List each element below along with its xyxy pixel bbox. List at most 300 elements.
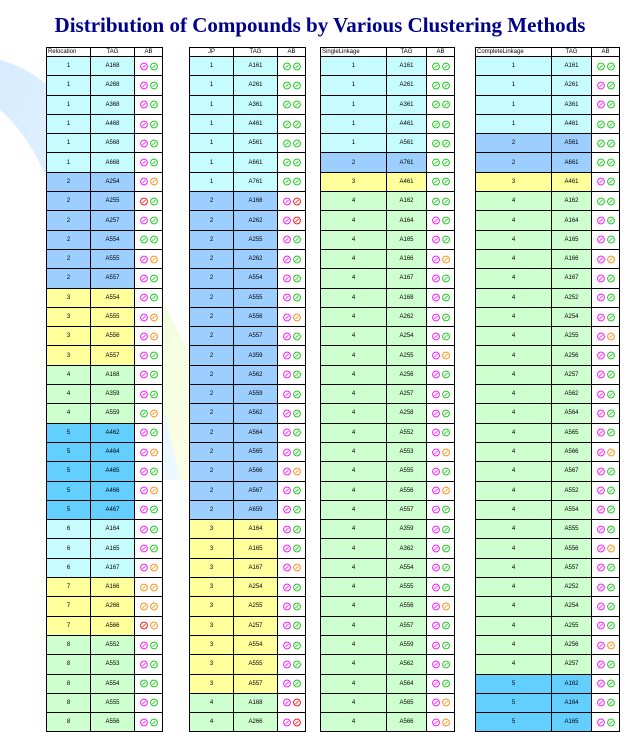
tag-cell: A565 xyxy=(387,693,427,712)
column-header-ab: AB xyxy=(278,48,306,57)
column-header-tag: TAG xyxy=(552,48,592,57)
ab-cell xyxy=(427,385,455,404)
tag-cell: A461 xyxy=(387,172,427,191)
cluster-cell: 4 xyxy=(476,616,552,635)
ab-pair-icon xyxy=(431,351,451,360)
ab-cell xyxy=(135,211,163,230)
tag-cell: A566 xyxy=(387,713,427,732)
cluster-cell: 1 xyxy=(476,95,552,114)
table-row xyxy=(321,713,455,732)
table-row xyxy=(47,269,163,288)
table-row xyxy=(190,616,306,635)
tag-cell: A167 xyxy=(234,558,278,577)
ab-pair-icon xyxy=(431,332,451,341)
cluster-cell: 3 xyxy=(190,655,234,674)
ab-cell xyxy=(427,713,455,732)
ab-cell xyxy=(278,674,306,693)
tag-cell: A262 xyxy=(234,249,278,268)
tag-cell: A359 xyxy=(91,385,135,404)
cluster-cell: 3 xyxy=(190,635,234,654)
tag-cell: A761 xyxy=(387,153,427,172)
column-header-ab: AB xyxy=(135,48,163,57)
cluster-cell: 2 xyxy=(47,230,91,249)
table-relocation xyxy=(46,47,163,732)
table-row xyxy=(476,713,620,732)
ab-pair-icon xyxy=(596,428,616,437)
ab-cell xyxy=(135,153,163,172)
ab-cell xyxy=(592,385,620,404)
cluster-cell: 2 xyxy=(190,385,234,404)
table-row xyxy=(190,520,306,539)
cluster-cell: 7 xyxy=(47,578,91,597)
ab-pair-icon xyxy=(282,313,302,322)
ab-cell xyxy=(135,423,163,442)
cluster-cell: 4 xyxy=(321,539,387,558)
tag-cell: A561 xyxy=(234,134,278,153)
tag-cell: A554 xyxy=(91,674,135,693)
ab-cell xyxy=(427,520,455,539)
ab-cell xyxy=(592,423,620,442)
table-row xyxy=(190,95,306,114)
tag-cell: A556 xyxy=(387,481,427,500)
cluster-cell: 2 xyxy=(190,462,234,481)
table-row xyxy=(321,288,455,307)
cluster-cell: 1 xyxy=(190,153,234,172)
ab-cell xyxy=(135,558,163,577)
tag-cell: A167 xyxy=(91,558,135,577)
ab-cell xyxy=(592,57,620,76)
cluster-cell: 3 xyxy=(321,172,387,191)
ab-pair-icon xyxy=(596,583,616,592)
cluster-cell: 1 xyxy=(321,76,387,95)
cluster-cell: 2 xyxy=(47,249,91,268)
cluster-cell: 4 xyxy=(321,616,387,635)
cluster-cell: 1 xyxy=(190,76,234,95)
cluster-cell: 4 xyxy=(321,269,387,288)
table-row xyxy=(190,462,306,481)
cluster-cell: 3 xyxy=(190,578,234,597)
ab-pair-icon xyxy=(596,679,616,688)
cluster-cell: 1 xyxy=(190,114,234,133)
cluster-cell: 8 xyxy=(47,635,91,654)
table-row xyxy=(476,269,620,288)
ab-cell xyxy=(135,481,163,500)
table-row xyxy=(190,192,306,211)
ab-pair-icon xyxy=(596,216,616,225)
table-row xyxy=(47,674,163,693)
tag-cell: A562 xyxy=(234,365,278,384)
ab-pair-icon xyxy=(282,698,302,707)
ab-cell xyxy=(135,269,163,288)
ab-cell xyxy=(278,346,306,365)
cluster-cell: 2 xyxy=(190,500,234,519)
tag-cell: A761 xyxy=(234,172,278,191)
tag-cell: A161 xyxy=(234,57,278,76)
tag-cell: A161 xyxy=(552,57,592,76)
ab-cell xyxy=(135,76,163,95)
tag-cell: A261 xyxy=(234,76,278,95)
cluster-cell: 4 xyxy=(476,558,552,577)
tag-cell: A557 xyxy=(234,327,278,346)
ab-pair-icon xyxy=(139,120,159,129)
cluster-cell: 4 xyxy=(321,597,387,616)
tag-cell: A165 xyxy=(552,230,592,249)
tag-cell: A168 xyxy=(91,365,135,384)
ab-pair-icon xyxy=(282,641,302,650)
ab-cell xyxy=(592,481,620,500)
ab-pair-icon xyxy=(596,255,616,264)
ab-pair-icon xyxy=(282,679,302,688)
ab-cell xyxy=(427,481,455,500)
cluster-cell: 4 xyxy=(476,307,552,326)
table-row xyxy=(47,616,163,635)
table-row xyxy=(47,230,163,249)
ab-cell xyxy=(135,95,163,114)
ab-pair-icon xyxy=(431,505,451,514)
ab-cell xyxy=(592,249,620,268)
ab-cell xyxy=(427,327,455,346)
ab-pair-icon xyxy=(139,139,159,148)
table-row xyxy=(321,269,455,288)
ab-pair-icon xyxy=(139,370,159,379)
ab-pair-icon xyxy=(282,274,302,283)
tag-cell: A565 xyxy=(552,423,592,442)
table-row xyxy=(47,95,163,114)
table-row xyxy=(321,192,455,211)
ab-pair-icon xyxy=(282,100,302,109)
table-row xyxy=(47,597,163,616)
column-header-tag: TAG xyxy=(387,48,427,57)
tag-cell: A567 xyxy=(234,481,278,500)
ab-cell xyxy=(278,76,306,95)
ab-cell xyxy=(427,500,455,519)
cluster-cell: 3 xyxy=(47,307,91,326)
tag-cell: A168 xyxy=(91,57,135,76)
table-row xyxy=(47,423,163,442)
tag-cell: A255 xyxy=(552,616,592,635)
ab-cell xyxy=(427,211,455,230)
tag-cell: A359 xyxy=(387,520,427,539)
ab-cell xyxy=(592,693,620,712)
table-row xyxy=(321,520,455,539)
tag-cell: A556 xyxy=(91,713,135,732)
table-row xyxy=(190,114,306,133)
tag-cell: A552 xyxy=(387,423,427,442)
tag-cell: A554 xyxy=(552,500,592,519)
ab-cell xyxy=(278,134,306,153)
table-row xyxy=(476,674,620,693)
table-row xyxy=(476,693,620,712)
cluster-cell: 1 xyxy=(47,57,91,76)
ab-pair-icon xyxy=(596,660,616,669)
table-row xyxy=(476,211,620,230)
ab-cell xyxy=(278,655,306,674)
tag-cell: A559 xyxy=(91,404,135,423)
ab-pair-icon xyxy=(431,81,451,90)
ab-cell xyxy=(278,249,306,268)
cluster-cell: 4 xyxy=(476,520,552,539)
table-row xyxy=(476,442,620,461)
cluster-cell: 4 xyxy=(321,385,387,404)
cluster-cell: 7 xyxy=(47,597,91,616)
ab-cell xyxy=(135,520,163,539)
table-row xyxy=(321,76,455,95)
table-row xyxy=(476,76,620,95)
table-row xyxy=(321,674,455,693)
column-header-tag: TAG xyxy=(91,48,135,57)
tag-cell: A362 xyxy=(387,539,427,558)
cluster-cell: 4 xyxy=(476,539,552,558)
table-row xyxy=(476,655,620,674)
ab-pair-icon xyxy=(596,81,616,90)
tag-cell: A266 xyxy=(234,713,278,732)
ab-cell xyxy=(592,76,620,95)
tag-cell: A557 xyxy=(552,558,592,577)
tag-cell: A554 xyxy=(234,269,278,288)
tag-cell: A562 xyxy=(552,385,592,404)
ab-pair-icon xyxy=(431,602,451,611)
table-row xyxy=(321,346,455,365)
cluster-cell: 5 xyxy=(47,481,91,500)
table-row xyxy=(190,365,306,384)
ab-cell xyxy=(427,404,455,423)
table-row xyxy=(321,558,455,577)
ab-pair-icon xyxy=(596,448,616,457)
ab-pair-icon xyxy=(282,139,302,148)
tag-cell: A461 xyxy=(552,114,592,133)
tag-cell: A559 xyxy=(387,635,427,654)
tag-cell: A661 xyxy=(234,153,278,172)
table-row xyxy=(190,713,306,732)
tag-cell: A555 xyxy=(552,520,592,539)
tag-cell: A256 xyxy=(552,346,592,365)
table-row xyxy=(47,114,163,133)
ab-cell xyxy=(278,558,306,577)
ab-cell xyxy=(135,655,163,674)
cluster-cell: 2 xyxy=(47,172,91,191)
ab-pair-icon xyxy=(282,583,302,592)
ab-pair-icon xyxy=(596,100,616,109)
column-header-ab: AB xyxy=(592,48,620,57)
ab-pair-icon xyxy=(431,698,451,707)
table-row xyxy=(476,385,620,404)
tag-cell: A566 xyxy=(234,462,278,481)
ab-cell xyxy=(427,655,455,674)
ab-cell xyxy=(592,365,620,384)
cluster-cell: 8 xyxy=(47,674,91,693)
column-header-method: JP xyxy=(190,48,234,57)
table-row xyxy=(321,635,455,654)
tag-cell: A268 xyxy=(91,76,135,95)
tag-cell: A164 xyxy=(552,693,592,712)
table-row xyxy=(321,462,455,481)
tag-cell: A556 xyxy=(234,307,278,326)
tag-cell: A167 xyxy=(552,269,592,288)
tag-cell: A567 xyxy=(552,462,592,481)
ab-pair-icon xyxy=(431,544,451,553)
tag-cell: A162 xyxy=(552,192,592,211)
ab-pair-icon xyxy=(431,120,451,129)
ab-cell xyxy=(427,578,455,597)
table-row xyxy=(476,558,620,577)
table-row xyxy=(476,423,620,442)
ab-cell xyxy=(135,230,163,249)
table-row xyxy=(476,481,620,500)
table-row xyxy=(47,385,163,404)
table-row xyxy=(476,249,620,268)
ab-pair-icon xyxy=(596,409,616,418)
ab-pair-icon xyxy=(431,486,451,495)
ab-cell xyxy=(427,95,455,114)
table-row xyxy=(321,114,455,133)
ab-cell xyxy=(427,288,455,307)
tag-cell: A564 xyxy=(552,404,592,423)
table-row xyxy=(47,153,163,172)
ab-cell xyxy=(278,520,306,539)
ab-pair-icon xyxy=(139,81,159,90)
ab-pair-icon xyxy=(596,390,616,399)
ab-pair-icon xyxy=(139,486,159,495)
cluster-cell: 1 xyxy=(476,57,552,76)
tag-cell: A258 xyxy=(387,404,427,423)
ab-cell xyxy=(427,76,455,95)
cluster-cell: 2 xyxy=(190,230,234,249)
ab-cell xyxy=(278,153,306,172)
tag-cell: A254 xyxy=(552,597,592,616)
ab-cell xyxy=(135,597,163,616)
ab-cell xyxy=(592,211,620,230)
ab-pair-icon xyxy=(431,563,451,572)
cluster-cell: 2 xyxy=(190,365,234,384)
ab-cell xyxy=(135,616,163,635)
table-row xyxy=(47,288,163,307)
tag-cell: A261 xyxy=(552,76,592,95)
tag-cell: A361 xyxy=(552,95,592,114)
table-row xyxy=(47,462,163,481)
ab-pair-icon xyxy=(596,120,616,129)
cluster-cell: 7 xyxy=(47,616,91,635)
cluster-cell: 4 xyxy=(321,327,387,346)
ab-pair-icon xyxy=(139,698,159,707)
tag-cell: A564 xyxy=(234,423,278,442)
table-row xyxy=(321,95,455,114)
table-row xyxy=(47,76,163,95)
ab-pair-icon xyxy=(431,370,451,379)
cluster-cell: 4 xyxy=(476,635,552,654)
cluster-cell: 4 xyxy=(476,442,552,461)
ab-pair-icon xyxy=(139,313,159,322)
table-row xyxy=(476,635,620,654)
ab-pair-icon xyxy=(282,255,302,264)
ab-pair-icon xyxy=(431,428,451,437)
ab-cell xyxy=(427,114,455,133)
cluster-cell: 4 xyxy=(321,520,387,539)
table-row xyxy=(47,713,163,732)
cluster-cell: 2 xyxy=(321,153,387,172)
ab-pair-icon xyxy=(431,679,451,688)
cluster-cell: 3 xyxy=(190,558,234,577)
ab-pair-icon xyxy=(596,293,616,302)
ab-cell xyxy=(592,520,620,539)
ab-cell xyxy=(592,307,620,326)
table-row xyxy=(190,481,306,500)
tag-cell: A659 xyxy=(234,500,278,519)
ab-pair-icon xyxy=(282,351,302,360)
table-row xyxy=(47,655,163,674)
cluster-cell: 4 xyxy=(321,288,387,307)
ab-cell xyxy=(135,635,163,654)
ab-cell xyxy=(278,423,306,442)
cluster-cell: 2 xyxy=(190,211,234,230)
tag-cell: A554 xyxy=(234,635,278,654)
tag-cell: A257 xyxy=(552,365,592,384)
tag-cell: A161 xyxy=(387,57,427,76)
ab-cell xyxy=(592,346,620,365)
table-row xyxy=(476,57,620,76)
ab-pair-icon xyxy=(139,583,159,592)
ab-cell xyxy=(278,481,306,500)
table-row xyxy=(190,597,306,616)
ab-pair-icon xyxy=(282,505,302,514)
ab-cell xyxy=(427,307,455,326)
tag-cell: A468 xyxy=(91,114,135,133)
table-row xyxy=(321,539,455,558)
cluster-cell: 1 xyxy=(47,153,91,172)
ab-pair-icon xyxy=(139,100,159,109)
tag-cell: A556 xyxy=(552,539,592,558)
ab-pair-icon xyxy=(139,351,159,360)
cluster-cell: 4 xyxy=(476,423,552,442)
ab-cell xyxy=(427,616,455,635)
table-row xyxy=(476,404,620,423)
ab-cell xyxy=(592,114,620,133)
ab-pair-icon xyxy=(139,467,159,476)
tag-cell: A262 xyxy=(387,307,427,326)
cluster-cell: 5 xyxy=(47,462,91,481)
ab-cell xyxy=(592,597,620,616)
ab-cell xyxy=(135,462,163,481)
tag-cell: A464 xyxy=(91,442,135,461)
ab-cell xyxy=(135,385,163,404)
table-row xyxy=(190,76,306,95)
table-row xyxy=(476,500,620,519)
ab-cell xyxy=(278,114,306,133)
cluster-cell: 3 xyxy=(190,520,234,539)
table-row xyxy=(476,462,620,481)
table-row xyxy=(190,423,306,442)
cluster-cell: 1 xyxy=(476,114,552,133)
tag-cell: A162 xyxy=(552,674,592,693)
ab-pair-icon xyxy=(596,718,616,727)
ab-pair-icon xyxy=(282,81,302,90)
ab-cell xyxy=(592,674,620,693)
cluster-cell: 4 xyxy=(321,655,387,674)
tag-cell: A566 xyxy=(552,442,592,461)
table-row xyxy=(47,134,163,153)
ab-cell xyxy=(278,713,306,732)
table-row xyxy=(190,578,306,597)
ab-cell xyxy=(278,539,306,558)
table-row xyxy=(321,57,455,76)
ab-cell xyxy=(592,134,620,153)
ab-pair-icon xyxy=(431,641,451,650)
ab-cell xyxy=(427,635,455,654)
ab-pair-icon xyxy=(139,525,159,534)
ab-cell xyxy=(135,327,163,346)
cluster-cell: 4 xyxy=(321,693,387,712)
cluster-cell: 4 xyxy=(321,249,387,268)
ab-cell xyxy=(427,442,455,461)
